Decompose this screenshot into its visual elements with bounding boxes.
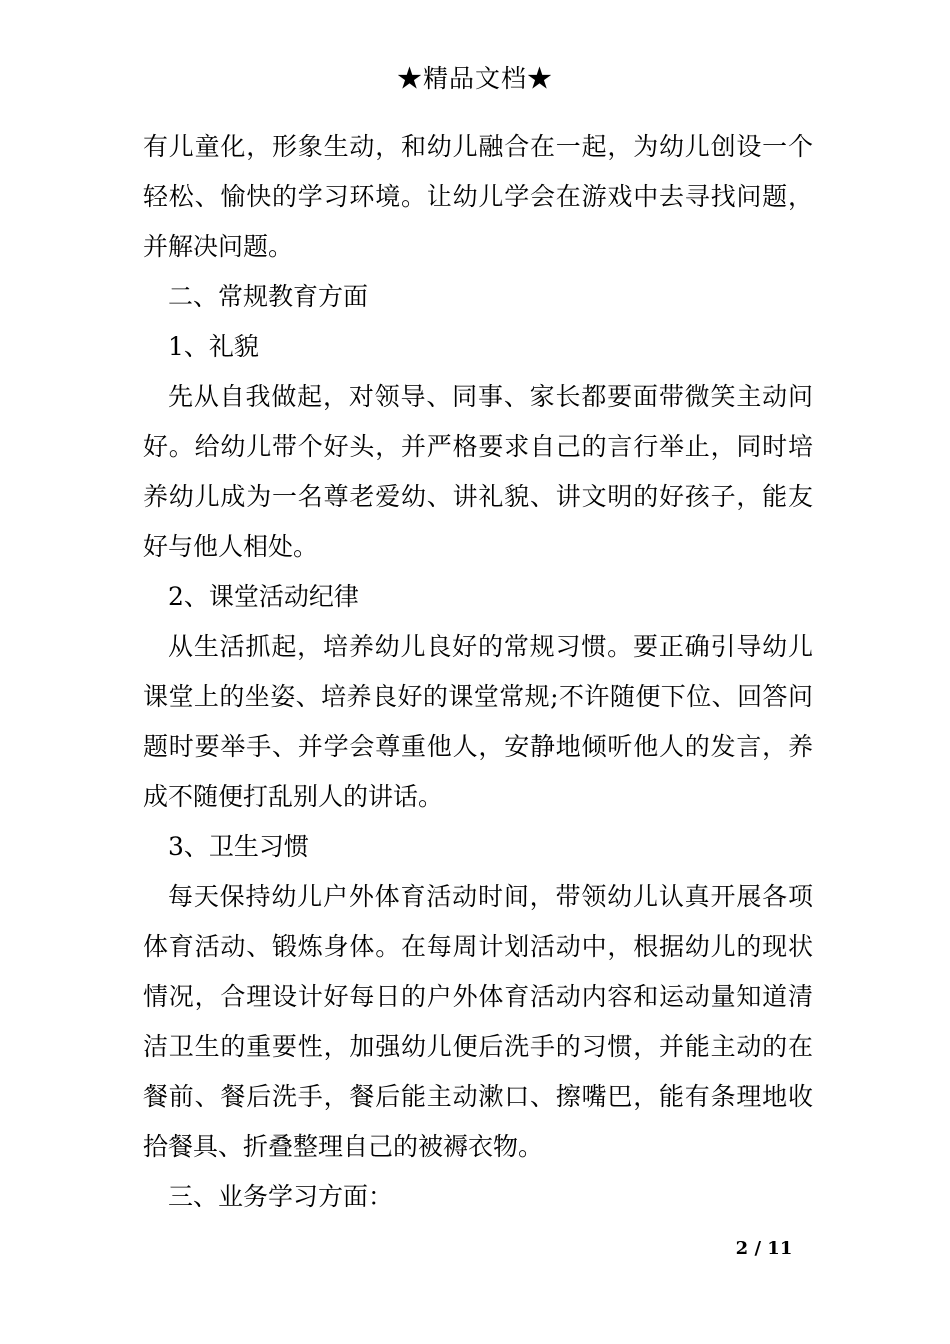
paragraph-classroom-discipline: 从生活抓起，培养幼儿良好的常规习惯。要正确引导幼儿课堂上的坐姿、培养良好的课堂常规;不许随便下位、回答问题时要举手、并学会尊重他人，安静地倾听他人的发言，养成不随便打乱别人的讲话。 [143, 632, 813, 811]
subheading-hygiene-habits: 3、卫生习惯 [168, 832, 309, 861]
subheading-manners: 1、礼貌 [168, 332, 259, 361]
subheading-classroom-discipline: 2、课堂活动纪律 [168, 582, 359, 611]
page-header: ★精品文档★ [396, 64, 553, 93]
paragraph-continuation: 有儿童化，形象生动，和幼儿融合在一起，为幼儿创设一个轻松、愉快的学习环境。让幼儿学会在游戏中去寻找问题，并解决问题。 [143, 132, 813, 261]
page-number: 2 / 11 [735, 1238, 793, 1259]
paragraph-manners: 先从自我做起，对领导、同事、家长都要面带微笑主动问好。给幼儿带个好头，并严格要求自己的言行举止，同时培养幼儿成为一名尊老爱幼、讲礼貌、讲文明的好孩子，能友好与他人相处。 [143, 382, 813, 561]
section-heading-professional-study: 三、业务学习方面： [168, 1182, 394, 1211]
document-body [143, 122, 813, 1222]
section-heading-routine-education: 二、常规教育方面 [168, 282, 369, 311]
paragraph-hygiene-habits: 每天保持幼儿户外体育活动时间，带领幼儿认真开展各项体育活动、锻炼身体。在每周计划活动中，根据幼儿的现状情况，合理设计好每日的户外体育活动内容和运动量知道清洁卫生的重要性，加强幼儿便后洗手的习惯，并能主动的在餐前、餐后洗手，餐后能主动漱口、擦嘴巴，能有条理地收拾餐具、折叠整理自己的被褥衣物。 [143, 882, 813, 1161]
